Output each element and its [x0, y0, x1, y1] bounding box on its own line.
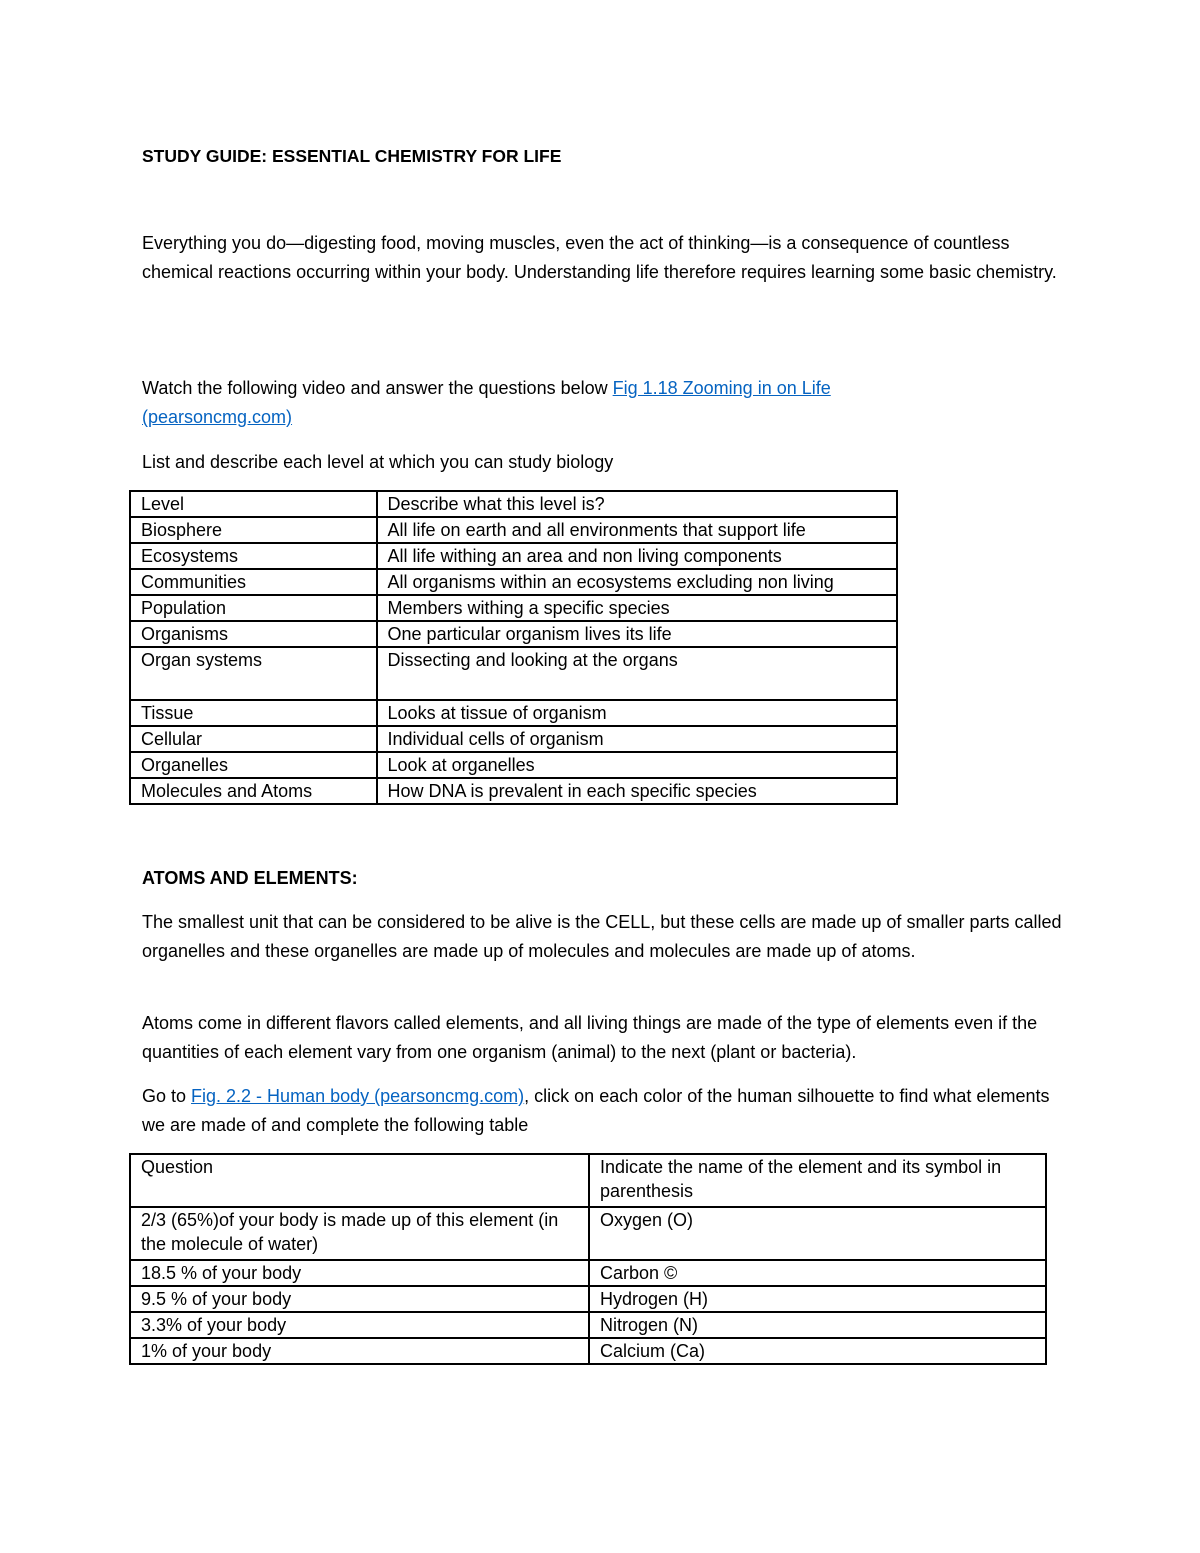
level-description: Looks at tissue of organism — [377, 700, 897, 726]
level-name: Communities — [130, 569, 377, 595]
table-row — [130, 1338, 1046, 1364]
table-row — [130, 1312, 1046, 1338]
levels-table — [129, 490, 898, 805]
video-link-source[interactable]: (pearsoncmg.com) — [142, 407, 293, 427]
header-description: Describe what this level is? — [377, 491, 897, 517]
table-row — [130, 700, 897, 726]
goto-suffix: , click on each color of the human silhouette to find what elements we are made of and complete the following table — [142, 1086, 1050, 1135]
video-prompt-line — [142, 374, 831, 403]
level-name: Cellular — [130, 726, 377, 752]
question-cell: 9.5 % of your body — [130, 1286, 589, 1312]
table-row — [130, 726, 897, 752]
level-name: Organisms — [130, 621, 377, 647]
answer-cell: Hydrogen (H) — [589, 1286, 1046, 1312]
level-description: How DNA is prevalent in each specific species — [377, 778, 897, 804]
video-link-continuation — [142, 403, 292, 432]
answer-cell: Oxygen (O) — [589, 1207, 1046, 1260]
level-description: All life on earth and all environments that support life — [377, 517, 897, 543]
table-row — [130, 1207, 1046, 1260]
table-header-row — [130, 491, 897, 517]
table-row — [130, 647, 897, 700]
level-description: Members withing a specific species — [377, 595, 897, 621]
elements-table — [129, 1153, 1047, 1365]
question-cell: 2/3 (65%)of your body is made up of this element (in the molecule of water) — [130, 1207, 589, 1260]
table-header-row — [130, 1154, 1046, 1207]
atoms-paragraph-1: The smallest unit that can be considered to be alive is the CELL, but these cells are made up of smaller parts called organelles and these organelles are made up of molecules and molecules are made up of atoms. — [142, 912, 1062, 961]
header-answer: Indicate the name of the element and its symbol in parenthesis — [589, 1154, 1046, 1207]
level-description: Dissecting and looking at the organs — [377, 647, 897, 700]
table-row — [130, 1260, 1046, 1286]
level-name: Molecules and Atoms — [130, 778, 377, 804]
level-name: Organ systems — [130, 647, 377, 700]
level-name: Population — [130, 595, 377, 621]
level-description: Individual cells of organism — [377, 726, 897, 752]
table-row — [130, 595, 897, 621]
level-name: Biosphere — [130, 517, 377, 543]
video-prompt-text: Watch the following video and answer the questions below — [142, 378, 613, 398]
goto-paragraph — [142, 1082, 1067, 1140]
table-row — [130, 752, 897, 778]
table-row — [130, 1286, 1046, 1312]
answer-cell: Carbon © — [589, 1260, 1046, 1286]
level-name: Tissue — [130, 700, 377, 726]
level-description: All organisms within an ecosystems excluding non living — [377, 569, 897, 595]
question-cell: 3.3% of your body — [130, 1312, 589, 1338]
levels-prompt: List and describe each level at which you can study biology — [142, 452, 614, 472]
table-row — [130, 543, 897, 569]
table-row — [130, 621, 897, 647]
level-description: One particular organism lives its life — [377, 621, 897, 647]
table-row — [130, 517, 897, 543]
atoms-section-heading: ATOMS AND ELEMENTS: — [142, 868, 358, 888]
answer-cell: Nitrogen (N) — [589, 1312, 1046, 1338]
atoms-paragraph-2: Atoms come in different flavors called elements, and all living things are made of the type of elements even if the quantities of each element vary from one organism (animal) to the next (plant or bacteria). — [142, 1013, 1038, 1062]
header-question: Question — [130, 1154, 589, 1207]
answer-cell: Calcium (Ca) — [589, 1338, 1046, 1364]
level-name: Organelles — [130, 752, 377, 778]
video-link[interactable]: Fig 1.18 Zooming in on Life — [612, 378, 831, 398]
question-cell: 1% of your body — [130, 1338, 589, 1364]
level-description: Look at organelles — [377, 752, 897, 778]
level-description: All life withing an area and non living components — [377, 543, 897, 569]
table-row — [130, 569, 897, 595]
level-name: Ecosystems — [130, 543, 377, 569]
intro-paragraph: Everything you do—digesting food, moving muscles, even the act of thinking—is a consequence of countless chemical reactions occurring within your body. Understanding life therefore requires learning some basic chemistry. — [142, 233, 1057, 282]
question-cell: 18.5 % of your body — [130, 1260, 589, 1286]
document-title: STUDY GUIDE: ESSENTIAL CHEMISTRY FOR LIFE — [142, 146, 562, 166]
human-body-link[interactable]: Fig. 2.2 - Human body (pearsoncmg.com) — [191, 1086, 525, 1106]
table-row — [130, 778, 897, 804]
goto-prefix: Go to — [142, 1086, 192, 1106]
header-level: Level — [130, 491, 377, 517]
